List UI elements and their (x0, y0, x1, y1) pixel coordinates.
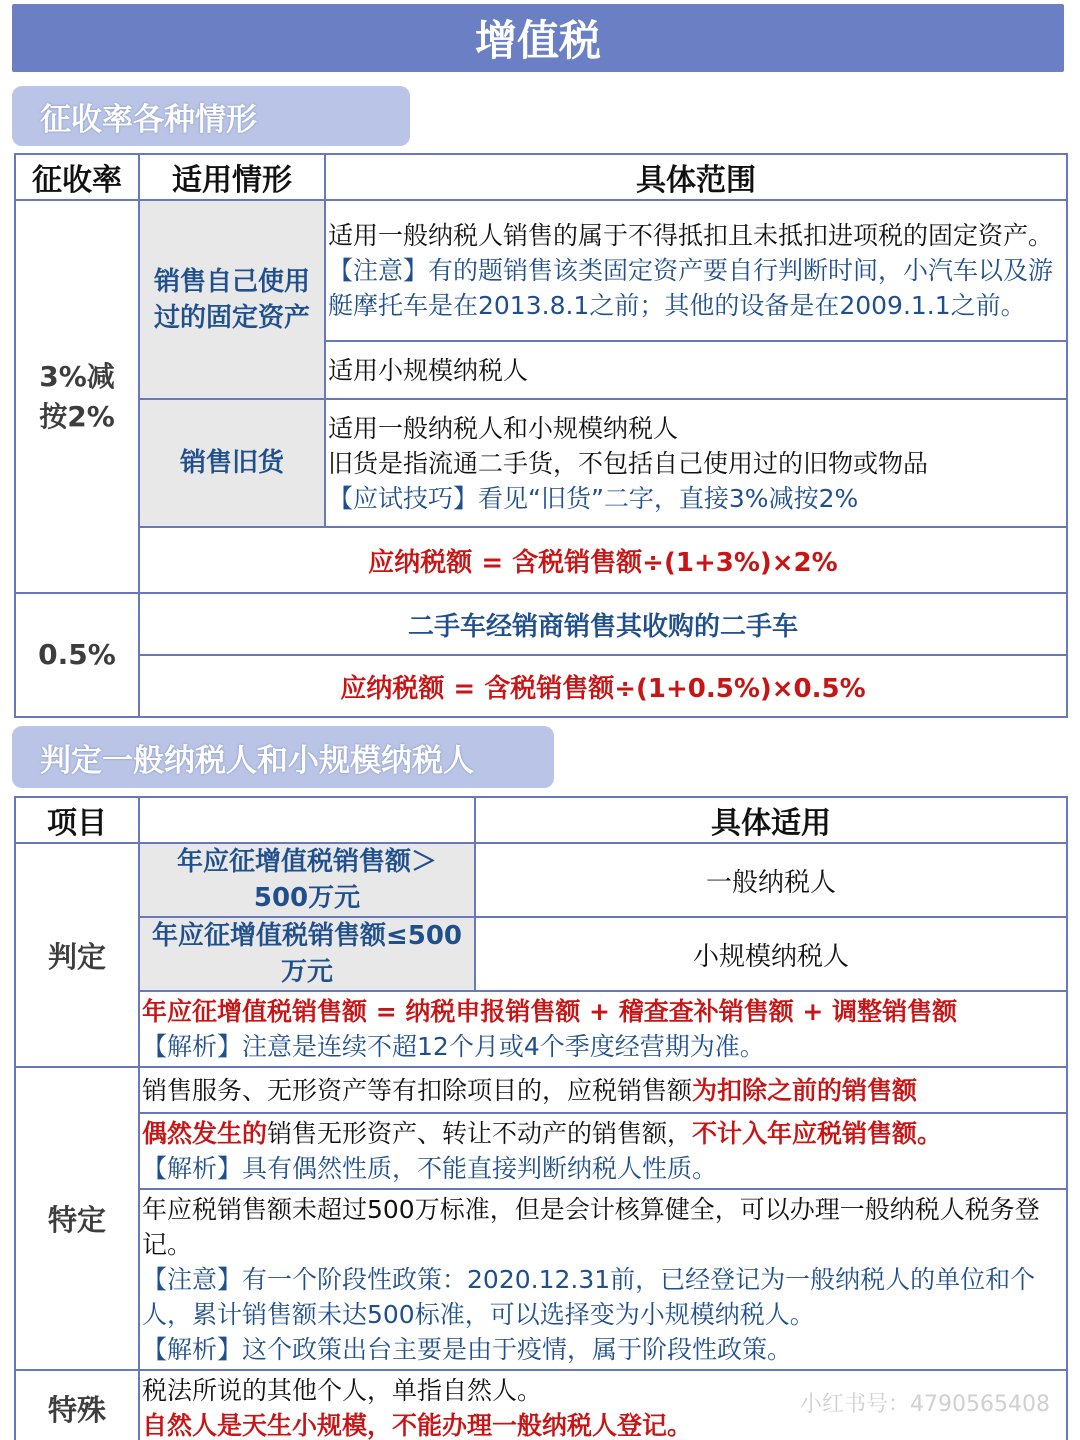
watermark: 小红书号：4790565408 (800, 1392, 1050, 1417)
cond-under-500 (139, 917, 475, 991)
case1-note: 【注意】有的题销售该类固定资产要自行判断时间，小汽车以及游艇摩托车是在2013.8.1之前；其他的设备是在2009.1.1之前。 (328, 256, 1054, 320)
header-item: 项目 (15, 797, 139, 843)
case-fixed-assets-general (325, 200, 1067, 341)
special-occasional (139, 1113, 1067, 1189)
case1-text-a: 适用一般纳税人销售的属于不得抵扣且未抵扣进项税的固定资产。 (328, 221, 1054, 250)
sp1-b: 为扣除之前的销售额 (692, 1075, 918, 1105)
un-a: 税法所说的其他个人，单指自然人。 (142, 1376, 543, 1405)
judge-label: 判定 (15, 843, 139, 1067)
sp2-b: 销售无形资产、转让不动产的销售额， (267, 1119, 693, 1148)
sp3-note: 【注意】有一个阶段性政策：2020.12.31前，已经登记为一般纳税人的单位和个人，累计销售额未达500标准，可以选择变为小规模纳税人。 (142, 1265, 1036, 1329)
sp1-a: 销售服务、无形资产等有扣除项目的，应税销售额 (142, 1075, 693, 1105)
sp2-analysis: 【解析】具有偶然性质，不能直接判断纳税人性质。 (142, 1154, 718, 1183)
formula-3: 应纳税额 = 含税销售额÷(1+3%)×2% (139, 527, 1067, 593)
header-rate: 征收率 (15, 154, 139, 200)
case2-tip: 【应试技巧】看见“旧货”二字，直接3%减按2% (328, 483, 859, 513)
cond-over-500 (139, 843, 475, 917)
rate-3-line2: 按2% (39, 399, 115, 433)
result-general: 一般纳税人 (475, 843, 1067, 917)
header-case: 适用情形 (139, 154, 325, 200)
case-used-cars: 二手车经销商销售其收购的二手车 (139, 593, 1067, 655)
sp3-text: 年应税销售额未超过500万标准，但是会计核算健全，可以办理一般纳税人税务登记。 (142, 1195, 1040, 1259)
rate-3-line1: 3%减 (39, 359, 115, 393)
cond1-l2: 500万元 (253, 883, 361, 913)
judge-formula: 年应征增值税销售额 = 纳税申报销售额 + 稽查查补销售额 + 调整销售额 (142, 997, 958, 1026)
judge-table (14, 796, 1068, 1440)
special-label: 特定 (15, 1067, 139, 1370)
cond2-l1: 年应征增值税销售额≤500 (151, 921, 463, 951)
un-b: 自然人是天生小规模，不能办理一般纳税人登记。 (142, 1411, 693, 1440)
page-title: 增值税 (12, 4, 1064, 72)
cond1-l1: 年应征增值税销售额＞ (176, 847, 437, 877)
header-blank (139, 797, 475, 843)
sp2-c: 不计入年应税销售额。 (692, 1119, 943, 1148)
case-fixed-assets-small: 适用小规模纳税人 (325, 341, 1067, 399)
case2-text-b: 旧货是指流通二手货，不包括自己使用过的旧物或物品 (328, 448, 929, 478)
section-tab-rates: 征收率各种情形 (12, 86, 410, 146)
case-fixed-assets-l1: 销售自己使用 (153, 266, 310, 297)
unique-label: 特殊 (15, 1370, 139, 1440)
sp2-a: 偶然发生的 (142, 1119, 268, 1148)
cond2-l2: 万元 (280, 957, 333, 987)
case-fixed-assets-l2: 过的固定资产 (153, 302, 310, 333)
case-used-goods-scope (325, 399, 1067, 527)
rate-05-cell: 0.5% (15, 593, 139, 717)
header-scope: 具体范围 (325, 154, 1067, 200)
rates-table (14, 153, 1068, 718)
header-applicable: 具体适用 (475, 797, 1067, 843)
case-used-goods: 销售旧货 (139, 399, 325, 527)
rate-3-cell (15, 200, 139, 593)
case-fixed-assets (139, 200, 325, 399)
result-small: 小规模纳税人 (475, 917, 1067, 991)
sp3-analysis: 【解析】这个政策出台主要是由于疫情，属于阶段性政策。 (142, 1335, 793, 1364)
section-tab-judge: 判定一般纳税人和小规模纳税人 (12, 726, 554, 788)
formula-05: 应纳税额 = 含税销售额÷(1+0.5%)×0.5% (139, 655, 1067, 717)
special-deduction (139, 1067, 1067, 1113)
special-accounting (139, 1189, 1067, 1370)
judge-formula-cell (139, 991, 1067, 1067)
case2-text-a: 适用一般纳税人和小规模纳税人 (328, 413, 679, 443)
judge-analysis: 【解析】注意是连续不超12个月或4个季度经营期为准。 (142, 1032, 765, 1061)
